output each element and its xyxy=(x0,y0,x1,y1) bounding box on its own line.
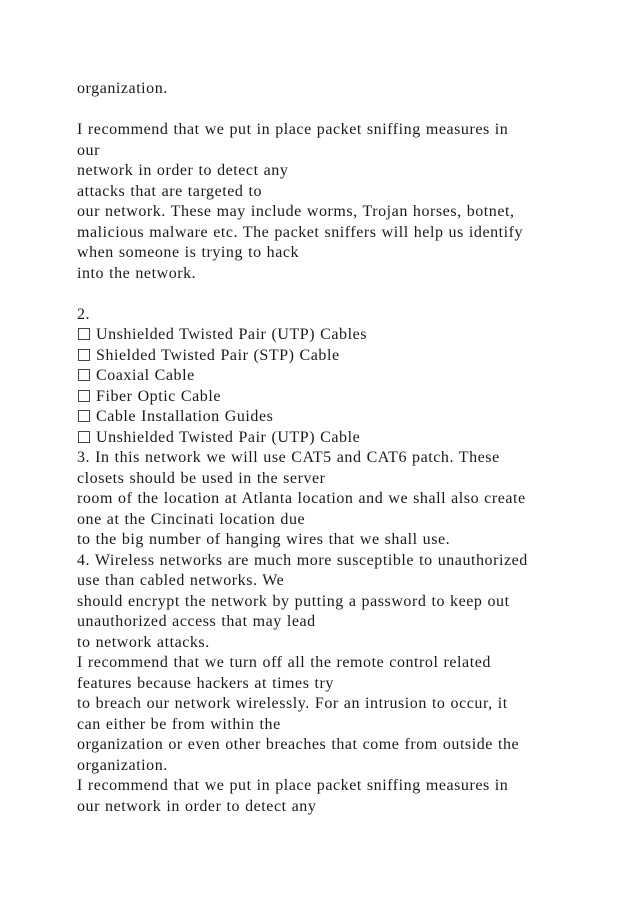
bullet-item xyxy=(77,325,622,346)
bullet-box-icon xyxy=(78,349,90,361)
text-line: closets should be used in the server xyxy=(77,469,326,487)
text-line: to the big number of hanging wires that we shall use. xyxy=(77,531,451,548)
text-line: one at the Cincinati location due xyxy=(77,510,306,528)
text-line: use than cabled networks. We xyxy=(77,572,285,589)
paragraph-gap xyxy=(77,284,622,305)
bullet-item xyxy=(77,366,622,387)
text-line: to breach our network wirelessly. For an intrusion to occur, it xyxy=(77,695,508,712)
bullet-item xyxy=(77,407,622,428)
section-number: 2. xyxy=(77,305,91,323)
text-line: organization or even other breaches that come from outside the xyxy=(77,736,520,753)
bullet-text: Fiber Optic Cable xyxy=(96,387,221,405)
bullet-box-icon xyxy=(78,328,90,340)
paragraph-gap xyxy=(77,100,622,121)
bullet-box-icon xyxy=(78,410,90,422)
text-line: into the network. xyxy=(77,264,197,282)
text-line: our network. These may include worms, Trojan horses, botnet, xyxy=(77,203,515,220)
text-line: 4. Wireless networks are much more susceptible to unauthorized xyxy=(77,551,528,569)
bullet-item xyxy=(77,428,622,449)
bullet-item xyxy=(77,387,622,408)
bullet-box-icon xyxy=(78,431,90,443)
text-line: I recommend that we turn off all the remote control related xyxy=(77,654,491,671)
text-line: organization. xyxy=(77,80,168,97)
text-line: I recommend that we put in place packet sniffing measures in xyxy=(77,121,509,138)
bullet-text: Coaxial Cable xyxy=(96,367,195,384)
bullet-box-icon xyxy=(78,369,90,381)
bullet-text: Shielded Twisted Pair (STP) Cable xyxy=(96,346,340,364)
text-line: can either be from within the xyxy=(77,715,281,733)
text-line: should encrypt the network by putting a password to keep out xyxy=(77,592,510,610)
bullet-text: Unshielded Twisted Pair (UTP) Cable xyxy=(96,428,361,446)
text-line: features because hackers at times try xyxy=(77,674,334,692)
text-line: network in order to detect any xyxy=(77,162,289,179)
text-line: our xyxy=(77,141,100,159)
text-line: when someone is trying to hack xyxy=(77,244,300,261)
text-line: I recommend that we put in place packet sniffing measures in xyxy=(77,777,509,794)
text-line: 3. In this network we will use CAT5 and CAT6 patch. These xyxy=(77,449,500,466)
bullet-box-icon xyxy=(78,390,90,402)
bullet-text: Unshielded Twisted Pair (UTP) Cables xyxy=(96,326,368,343)
text-line: unauthorized access that may lead xyxy=(77,613,316,630)
text-line: to network attacks. xyxy=(77,633,210,651)
text-line: attacks that are targeted to xyxy=(77,182,263,200)
text-line: our network in order to detect any xyxy=(77,797,317,815)
text-line: malicious malware etc. The packet sniffers will help us identify xyxy=(77,223,524,241)
document-body xyxy=(77,79,622,817)
bullet-item xyxy=(77,346,622,367)
text-line: organization. xyxy=(77,756,168,774)
text-line: room of the location at Atlanta location and we shall also create xyxy=(77,490,526,507)
bullet-text: Cable Installation Guides xyxy=(96,408,274,425)
